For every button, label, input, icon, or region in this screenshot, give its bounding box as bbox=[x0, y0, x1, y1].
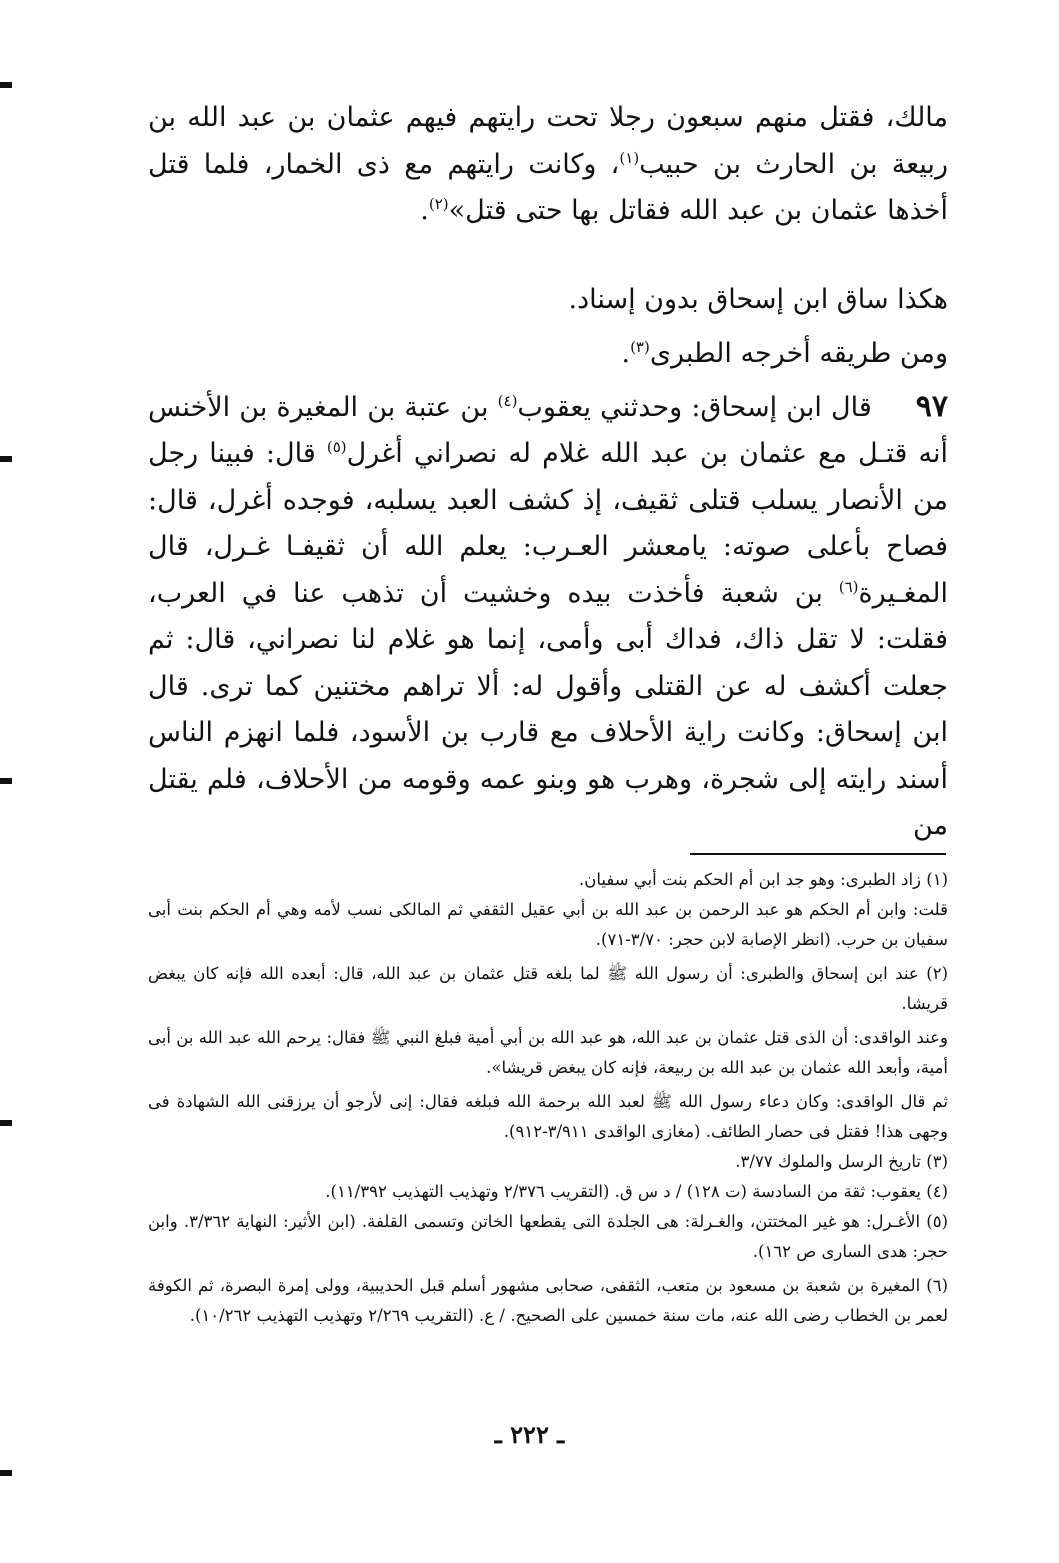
scan-edge-mark bbox=[0, 456, 12, 462]
paragraph-97 bbox=[148, 384, 948, 850]
text-run: قال ابن إسحاق: وحدثني يعقوب bbox=[517, 391, 872, 423]
footnote-ref: (٤) bbox=[497, 391, 518, 410]
text-run: بن شعبة فأخذت بيده وخشيت أن تذهب عنا في العرب، فقلت: لا تقل ذاك، فداك أبى وأمى، إنما هو غلام لنا نصراني، قال: ثم جعلت أكشف له عن القتلى وأقول له: ألا تراهم مختنين كما ترى. قال ابن إسحاق: وكانت راية الأحلاف مع قارب بن الأسود، فلما انهزم الناس أسند رايته إلى شجرة، وهرب هو وبنو عمه وقومه من الأحلاف، فلم يقتل من bbox=[148, 577, 948, 841]
page-number: ـ ٢٢٢ ـ bbox=[494, 1420, 565, 1449]
footnote: (٢) عند ابن إسحاق والطبرى: أن رسول الله ﷺ لما بلغه قتل عثمان بن عبد الله، قال: أبعده الله فإنه كان يبغض قريشا. bbox=[148, 964, 948, 1013]
text-run: قال: فبينا رجل من الأنصار يسلب قتلى ثقيف، إذ كشف العبد يسلبه، فوجده أغرل، قال: فصاح بأعلى صوته: يامعشر العـرب: يعلم الله أن ثقيفـا غـرل، قال المغـيرة bbox=[148, 438, 948, 609]
paragraph-isnad-note bbox=[148, 277, 948, 324]
footnote: ثم قال الواقدى: وكان دعاء رسول الله ﷺ لعبد الله برحمة الله فبلغه فقال: إنى لأرجو أن يرزقنى الله الشهادة فى وجهى هذا! فقتل فى حصار الطائف. (مغازى الواقدى ٣/٩١١-٩١٢). bbox=[148, 1092, 948, 1141]
footnote: وعند الواقدى: أن الذى قتل عثمان بن عبد الله، هو عبد الله بن أبي أمية فبلغ النبي ﷺ فقال: يرحم الله عبد الله بن أبى أمية، وأبعد الله عثمان بن عبد الله بن ربيعة، فإنه كان يبغض قريشا». bbox=[148, 1028, 948, 1077]
scan-edge-mark bbox=[0, 82, 12, 88]
footnotes bbox=[148, 865, 948, 1331]
footnote-ref: (٢) bbox=[428, 195, 449, 213]
footnote: (٦) المغيرة بن شعبة بن مسعود بن متعب، الثقفى، صحابى مشهور أسلم قبل الحديبية، وولى إمرة البصرة، ثم الكوفة لعمر بن الخطاب رضى الله عنه، مات سنة خمسين على الصحيح. / ع. (التقريب ٢/٢٦٩ وتهذيب التهذيب ١٠/٢٦٢). bbox=[148, 1276, 948, 1325]
footnote: (١) زاد الطبرى: وهو جد ابن أم الحكم بنت أبي سفيان. bbox=[579, 870, 948, 889]
text-run: . bbox=[420, 195, 429, 226]
text-run: ومن طريقه أخرجه الطبرى bbox=[649, 338, 948, 369]
text-run: بن عتبة بن المغيرة بن الأخنس أنه قتـل مع عثمان بن عبد الله غلام له نصراني أغرل bbox=[148, 391, 948, 469]
text-run: مالك، فقتل منهم سبعون رجلا تحت رايتهم فيهم عثمان بن عبد الله بن ربيعة بن الحارث بن حبيب bbox=[148, 102, 948, 180]
footnote: (٤) يعقوب: ثقة من السادسة (ت ١٢٨) / د س ق. (التقريب ٢/٣٧٦ وتهذيب التهذيب ١١/٣٩٢). bbox=[325, 1182, 948, 1201]
footnote-ref: (٥) bbox=[326, 438, 347, 456]
footnote-ref: (٣) bbox=[630, 338, 650, 356]
paragraph-continuation bbox=[148, 95, 948, 235]
footnote: قلت: وابن أم الحكم هو عبد الرحمن بن عبد الله بن أبي عقيل الثقفي ثم المالكى نسب لأمه وهي أم الحكم بنت أبى سفيان بن حرب. (انظر الإصابة لابن حجر: ٣/٧٠-٧١). bbox=[148, 900, 948, 949]
text-run: ، وكانت رايتهم مع ذى الخمار، فلما قتل أخذها عثمان بن عبد الله فقاتل بها حتى قتل» bbox=[148, 148, 948, 226]
footnote-ref: (١) bbox=[619, 148, 640, 167]
hadith-number: ٩٧ bbox=[915, 388, 948, 424]
scan-edge-mark bbox=[0, 1120, 12, 1126]
scan-edge-mark bbox=[0, 1470, 12, 1476]
footnote-ref: (٦) bbox=[838, 577, 859, 596]
scan-edge-mark bbox=[0, 778, 12, 784]
footnote: (٥) الأغـرل: هو غير المختتن، والغـرلة: هى الجلدة التى يقطعها الخاتن وتسمى القلفة. (ابن الأثير: النهاية ٣/٣٦٢. وابن حجر: هدى السارى ص ١٦٢). bbox=[148, 1212, 948, 1261]
paragraph-tabari bbox=[148, 331, 948, 378]
footnote: (٣) تاريخ الرسل والملوك ٣/٧٧. bbox=[735, 1152, 948, 1171]
footnote-divider bbox=[690, 853, 946, 855]
text-run: هكذا ساق ابن إسحاق بدون إسناد. bbox=[568, 283, 948, 315]
text-run: . bbox=[621, 338, 631, 369]
main-text bbox=[148, 95, 948, 850]
